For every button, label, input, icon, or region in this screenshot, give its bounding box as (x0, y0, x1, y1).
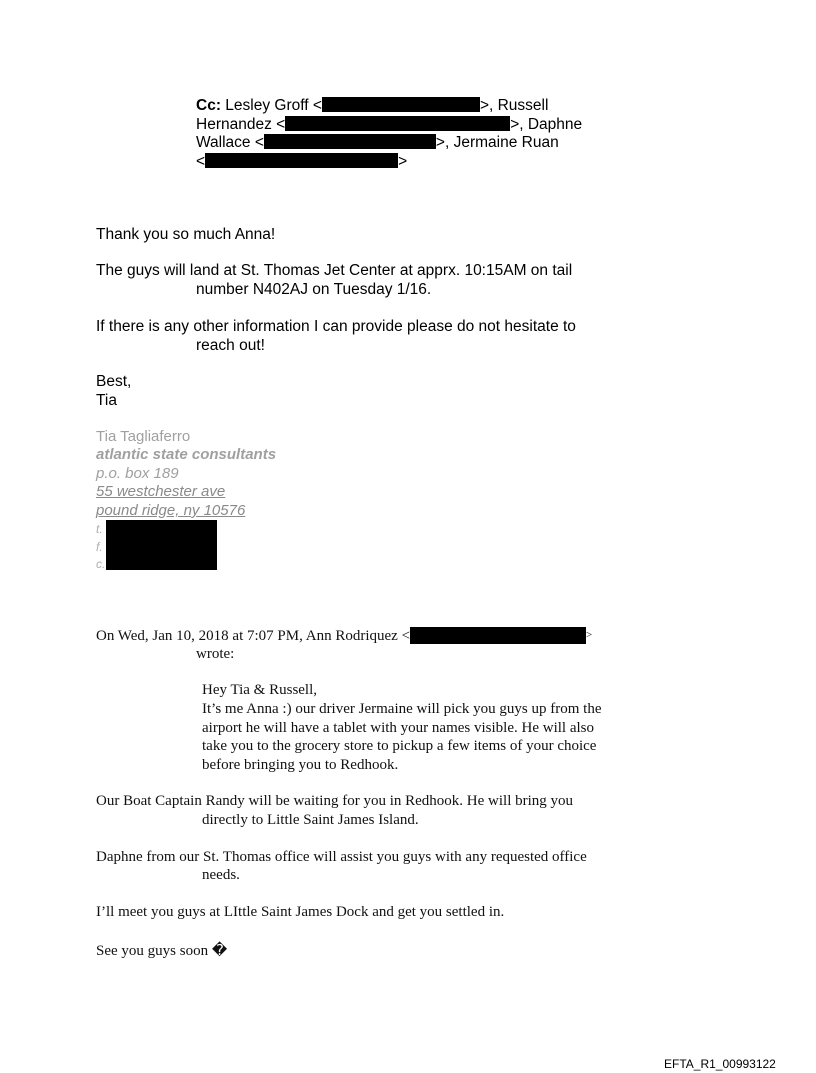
signature-company: atlantic state consultants (96, 446, 277, 463)
redaction-bar (285, 116, 510, 131)
reply-greeting: Thank you so much Anna! (96, 226, 276, 243)
cc-line-1: Cc: Lesley Groff < >, Russell (196, 97, 549, 114)
reply-paragraph-2-line-1: If there is any other information I can provide please do not hesitate to (96, 318, 576, 335)
quoted-paragraph-1-line-3: take you to the grocery store to pickup a few items of your choice (202, 738, 597, 754)
quoted-paragraph-3-line-2: needs. (202, 867, 240, 883)
reply-closing: Best, (96, 373, 132, 390)
signature-cell-label: c. (96, 557, 106, 571)
cc-line-2: Hernandez < >, Daphne (196, 115, 583, 133)
cc-label: Cc: (196, 97, 221, 114)
redaction-bar (264, 134, 436, 149)
quoted-paragraph-5: See you guys soon � (96, 943, 228, 959)
signature-po-box: p.o. box 189 (96, 465, 179, 482)
quoted-paragraph-4: I’ll meet you guys at LIttle Saint James Dock and get you settled in. (96, 904, 505, 920)
signature-phone-label: t. (96, 522, 103, 536)
quoted-paragraph-2-line-1: Our Boat Captain Randy will be waiting for you in Redhook. He will bring you (96, 793, 574, 809)
reply-paragraph-1-line-1: The guys will land at St. Thomas Jet Center at apprx. 10:15AM on tail (96, 262, 573, 279)
redaction-bar (322, 97, 480, 112)
signature-name: Tia Tagliaferro (96, 428, 191, 445)
redaction-bar (410, 627, 586, 644)
signature-street-link[interactable]: 55 westchester ave (96, 483, 226, 500)
reply-signoff: Tia (96, 392, 117, 409)
document-id: EFTA_R1_00993122 (664, 1057, 776, 1071)
cc-block (196, 97, 582, 171)
redaction-bar (205, 153, 398, 168)
quoted-header-line-1: On Wed, Jan 10, 2018 at 7:07 PM, Ann Rodriquez < > (96, 628, 593, 644)
quoted-paragraph-1-line-1: It’s me Anna :) our driver Jermaine will pick you guys up from the (202, 701, 602, 717)
reply-paragraph-2-line-2: reach out! (196, 337, 265, 354)
reply-paragraph-1-line-2: number N402AJ on Tuesday 1/16. (196, 281, 432, 298)
quoted-paragraph-1-line-2: airport he will have a tablet with your names visible. He will also (202, 720, 594, 736)
cc-line-4: < > (196, 152, 408, 170)
quoted-paragraph-1-line-4: before bringing you to Redhook. (202, 757, 399, 773)
quoted-paragraph-2-line-2: directly to Little Saint James Island. (202, 812, 419, 828)
signature-fax-label: f. (96, 540, 103, 554)
signature-city-link[interactable]: pound ridge, ny 10576 (96, 502, 246, 519)
quoted-paragraph-3-line-1: Daphne from our St. Thomas office will assist you guys with any requested office (96, 849, 587, 865)
cc-line-3: Wallace < >, Jermaine Ruan (196, 134, 559, 151)
redaction-bar (106, 520, 217, 570)
quoted-hey: Hey Tia & Russell, (202, 682, 318, 698)
quoted-header-line-2: wrote: (196, 646, 235, 662)
